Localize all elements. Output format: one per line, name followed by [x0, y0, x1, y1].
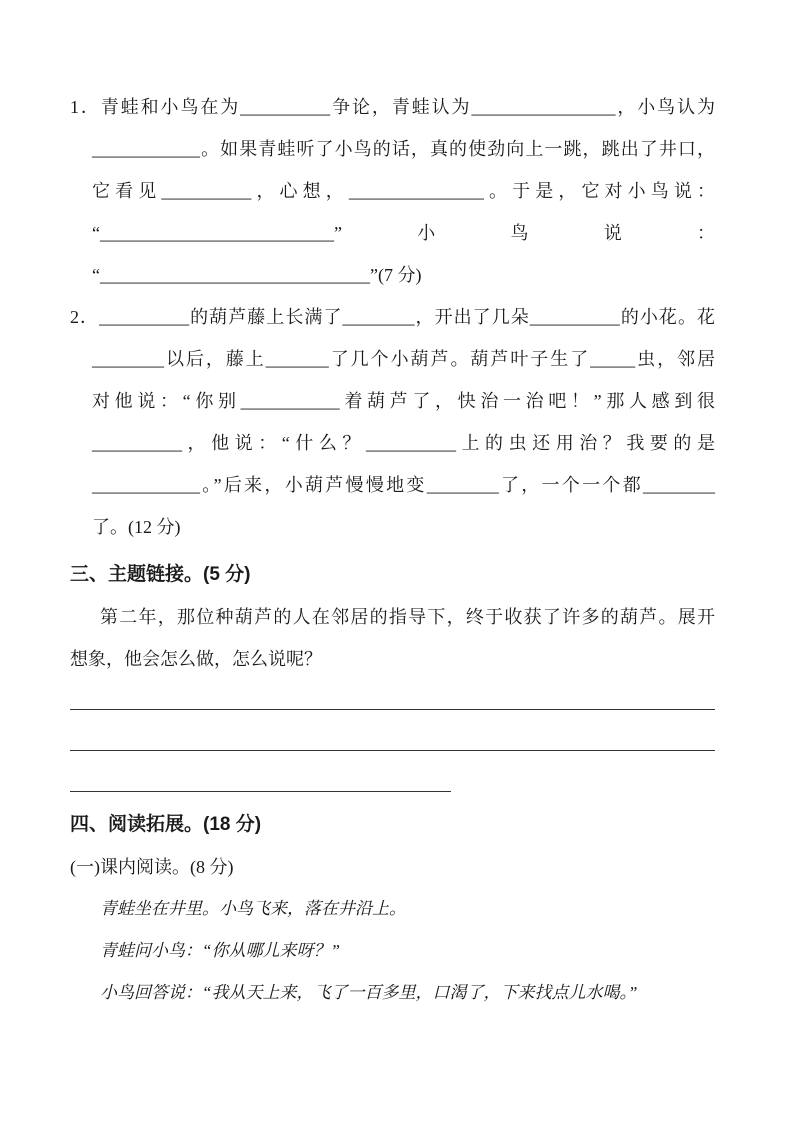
section-4-sub-heading: (一)课内阅读。(8 分): [70, 857, 234, 877]
section-3-heading: 三、主题链接。(5 分): [70, 564, 251, 585]
q1-line-3: 它看见__________，心想，_______________。于是，它对小鸟说：: [92, 181, 715, 201]
answer-line-2: [70, 710, 715, 751]
question-2: [70, 296, 715, 548]
passage-line-3: 小鸟回答说：“我从天上来，飞了一百多里，口渴了，下来找点儿水喝。”: [100, 983, 638, 1002]
q1-line-4-word-4: ：: [696, 223, 715, 243]
q1-line-4: [92, 212, 715, 254]
section-4: [70, 804, 715, 1014]
q1-line-1: 1．青蛙和小鸟在为__________争论，青蛙认为________________，小鸟认为: [70, 97, 715, 117]
section-3-para-line-2: 想象，他会怎么做，怎么说呢？: [70, 649, 322, 669]
q2-line-3: 对他说：“你别___________着葫芦了，快治一治吧！”那人感到很: [92, 391, 715, 411]
q1-line-4-blank: “__________________________”: [92, 223, 342, 243]
q1-line-4-word-1: 小: [417, 223, 436, 243]
q2-line-6: 了。(12 分): [92, 517, 181, 537]
section-4-heading: 四、阅读拓展。(18 分): [70, 814, 262, 835]
q1-line-5: “______________________________”(7 分): [92, 265, 422, 285]
q2-line-4: __________，他说：“什么？__________上的虫还用治？我要的是: [92, 433, 715, 453]
question-1: [70, 86, 715, 296]
q2-line-1: 2．__________的葫芦藤上长满了________，开出了几朵__________的小花。花: [70, 307, 715, 327]
passage-line-2: 青蛙问小鸟：“你从哪儿来呀？”: [100, 941, 340, 960]
q2-line-5: ____________。”后来，小葫芦慢慢地变________了，一个一个都________: [92, 475, 715, 495]
q2-line-2: ________以后，藤上_______了几个小葫芦。葫芦叶子生了_____虫，邻居: [92, 349, 715, 369]
section-3: [70, 554, 715, 792]
answer-line-3: [70, 751, 451, 792]
q1-line-2: ____________。如果青蛙听了小鸟的话，真的使劲向上一跳，跳出了井口，: [92, 139, 715, 159]
passage-line-1: 青蛙坐在井里。小鸟飞来，落在井沿上。: [100, 899, 406, 918]
section-3-para-line-1: 第二年，那位种葫芦的人在邻居的指导下，终于收获了许多的葫芦。展开: [100, 607, 715, 627]
q1-line-4-word-3: 说: [603, 223, 622, 243]
q1-line-4-word-2: 鸟: [510, 223, 529, 243]
answer-line-1: [70, 680, 715, 710]
